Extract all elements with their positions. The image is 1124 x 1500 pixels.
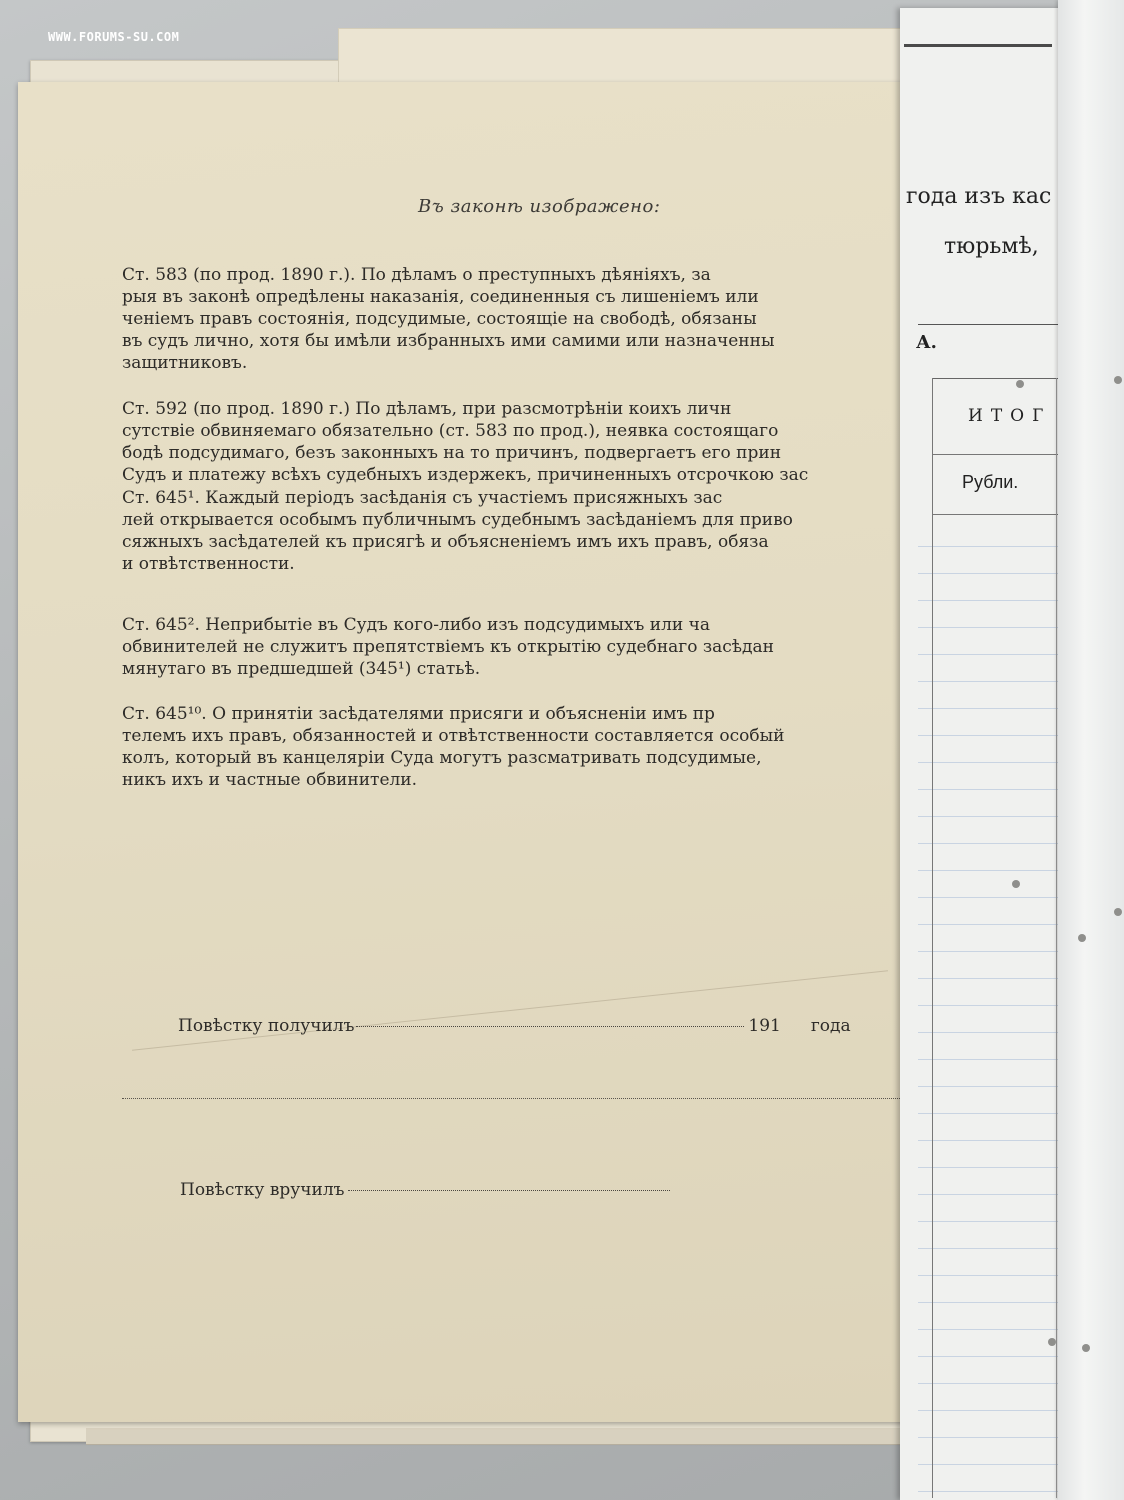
document-title: Въ законѣ изображено: bbox=[418, 196, 661, 217]
received-year: 191 bbox=[748, 1016, 781, 1036]
back-paper-edge bbox=[86, 1428, 906, 1445]
blank-dotted-line bbox=[122, 1098, 912, 1099]
ledger-column-line-right bbox=[1056, 378, 1057, 1498]
received-blank bbox=[356, 1026, 744, 1027]
punch-hole bbox=[1048, 1338, 1056, 1346]
punch-hole bbox=[1016, 380, 1024, 388]
article-583: Ст. 583 (по прод. 1890 г.). По дѣламъ о преступныхъ дѣяніяхъ, за рыя въ законѣ опредѣлены наказанія, соединенныя съ лишеніемъ или ченіемъ правъ состоянія, подсудимые, состоящіе на свободѣ, обязаны въ судъ лично, хотя бы имѣли избранныхъ ими самими или назначенны защитниковъ. bbox=[122, 265, 775, 373]
received-suffix: года bbox=[810, 1016, 851, 1036]
edge-paper bbox=[1058, 0, 1124, 1500]
punch-hole bbox=[1082, 1344, 1090, 1352]
watermark: WWW.FORUMS-SU.COM bbox=[48, 30, 180, 44]
punch-hole bbox=[1114, 376, 1122, 384]
received-line bbox=[178, 1016, 851, 1036]
delivered-label: Повѣстку вручилъ bbox=[180, 1180, 345, 1200]
received-label: Повѣстку получилъ bbox=[178, 1016, 355, 1036]
ledger-letter: А. bbox=[916, 332, 937, 353]
article-592: Ст. 592 (по прод. 1890 г.) По дѣламъ, при разсмотрѣніи коихъ личн сутствіе обвиняемаго обязательно (ст. 583 по прод.), неявка состоящаго бодѣ подсудимаго, безъ законныхъ на то причинъ, подвергаетъ его прин Судъ и платежу всѣхъ судебныхъ издержекъ, причиненныхъ отсрочкою зас bbox=[122, 399, 809, 485]
ledger-column-sub: Рубли. bbox=[962, 472, 1019, 492]
article-645-2: Ст. 645². Неприбытіе въ Судъ кого-либо изъ подсудимыхъ или ча обвинителей не служитъ препятствіемъ къ открытію судебнаго засѣдан мянутаго въ предшедшей (345¹) статьѣ. bbox=[122, 615, 774, 679]
ledger-column-header: ИТОГ bbox=[968, 406, 1052, 426]
punch-hole bbox=[1114, 908, 1122, 916]
article-645-1: Ст. 645¹. Каждый періодъ засѣданія съ участіемъ присяжныхъ зас лей открывается особымъ публичнымъ судебнымъ засѣданіемъ для приво сяжныхъ засѣдателей къ присягѣ и объясненіемъ имъ ихъ правъ, обяза и отвѣтственности. bbox=[122, 488, 793, 574]
ledger-heading-2: тюрьмѣ, bbox=[944, 234, 1039, 259]
delivered-line bbox=[180, 1180, 670, 1200]
delivered-blank bbox=[348, 1190, 670, 1191]
ledger-column-line-left bbox=[932, 378, 933, 1498]
ledger-heading-1: года изъ кас bbox=[906, 184, 1052, 209]
punch-hole bbox=[1012, 880, 1020, 888]
back-paper-top bbox=[338, 28, 920, 90]
punch-hole bbox=[1078, 934, 1086, 942]
article-645-10: Ст. 645¹⁰. О принятіи засѣдателями присяги и объясненіи имъ пр телемъ ихъ правъ, обязанностей и отвѣтственности составляется особый колъ, который въ канцеляріи Суда могутъ разсматривать подсудимые, никъ ихъ и частные обвинители. bbox=[122, 704, 785, 790]
ledger-top-rule bbox=[904, 44, 1052, 47]
